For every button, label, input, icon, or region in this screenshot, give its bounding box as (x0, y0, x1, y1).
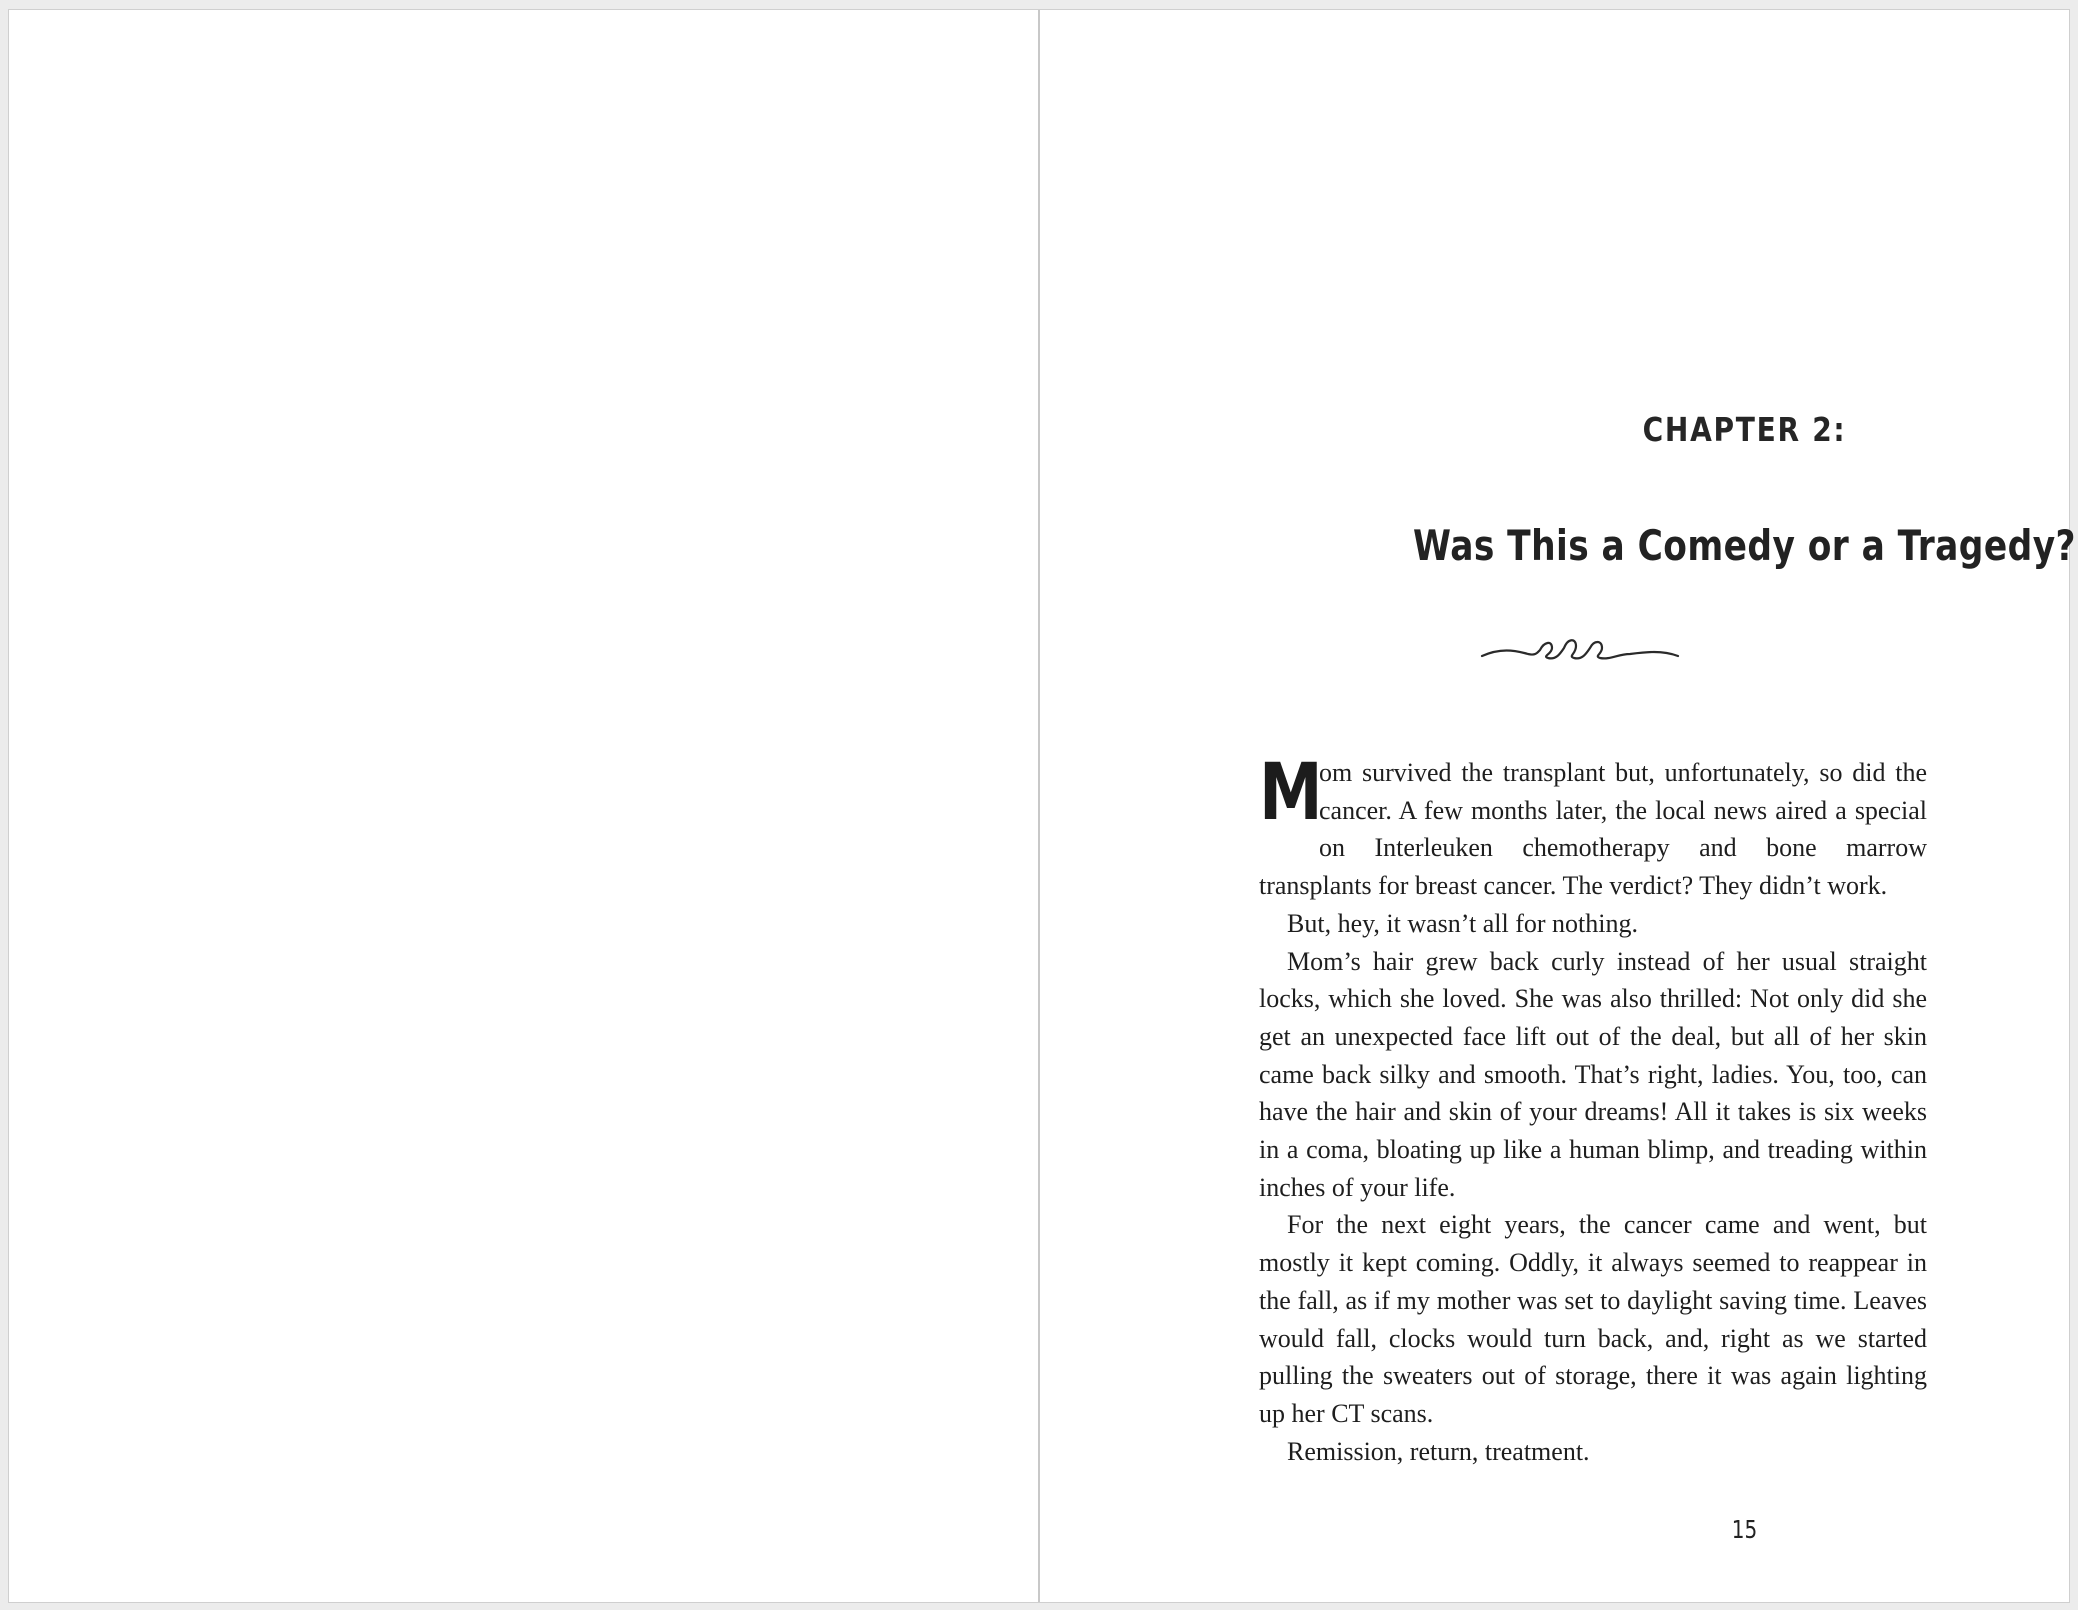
left-page-blank (9, 10, 1038, 1602)
paragraph-4: For the next eight years, the cancer came and went, but mostly it kept coming. Oddly, it always seemed to reappear in the fall, as if my mother was set to daylight saving time. Leaves would fall, clocks would turn back, and, right as we started pulling the sweaters out of storage, there it was again lighting up her CT scans. (1259, 1210, 1927, 1428)
page-number: 15 (1731, 1515, 1758, 1544)
drop-cap: M (1259, 748, 1323, 838)
paragraph-5: Remission, return, treatment. (1287, 1436, 1590, 1466)
scroll-flourish-icon (1480, 632, 1680, 670)
chapter-title: Was This a Comedy or a Tragedy? (1413, 521, 2076, 570)
paragraph-1-text: om survived the transplant but, unfortunately, so did the cancer. A few months later, the local news aired a special on Interleuken chemotherapy and bone marrow transplants for breast cancer. The verdict? They didn’t work. (1259, 758, 1927, 901)
right-page (1040, 10, 2076, 1602)
paragraph-3: Mom’s hair grew back curly instead of her usual straight locks, which she loved. She was also thrilled: Not only did she get an unexpected face lift out of the deal, but all of her skin came back silky and smooth. That’s right, ladies. You, too, can have the hair and skin of your dreams! All it takes is six weeks in a coma, bloating up like a human blimp, and treading within inches of your life. (1259, 946, 1927, 1202)
paragraph-1 (1259, 748, 1927, 905)
chapter-label: CHAPTER 2: (1642, 410, 1847, 449)
chapter-body (1259, 748, 1927, 1470)
paragraph-2: But, hey, it wasn’t all for nothing. (1287, 908, 1638, 938)
book-spread (8, 9, 2076, 1603)
